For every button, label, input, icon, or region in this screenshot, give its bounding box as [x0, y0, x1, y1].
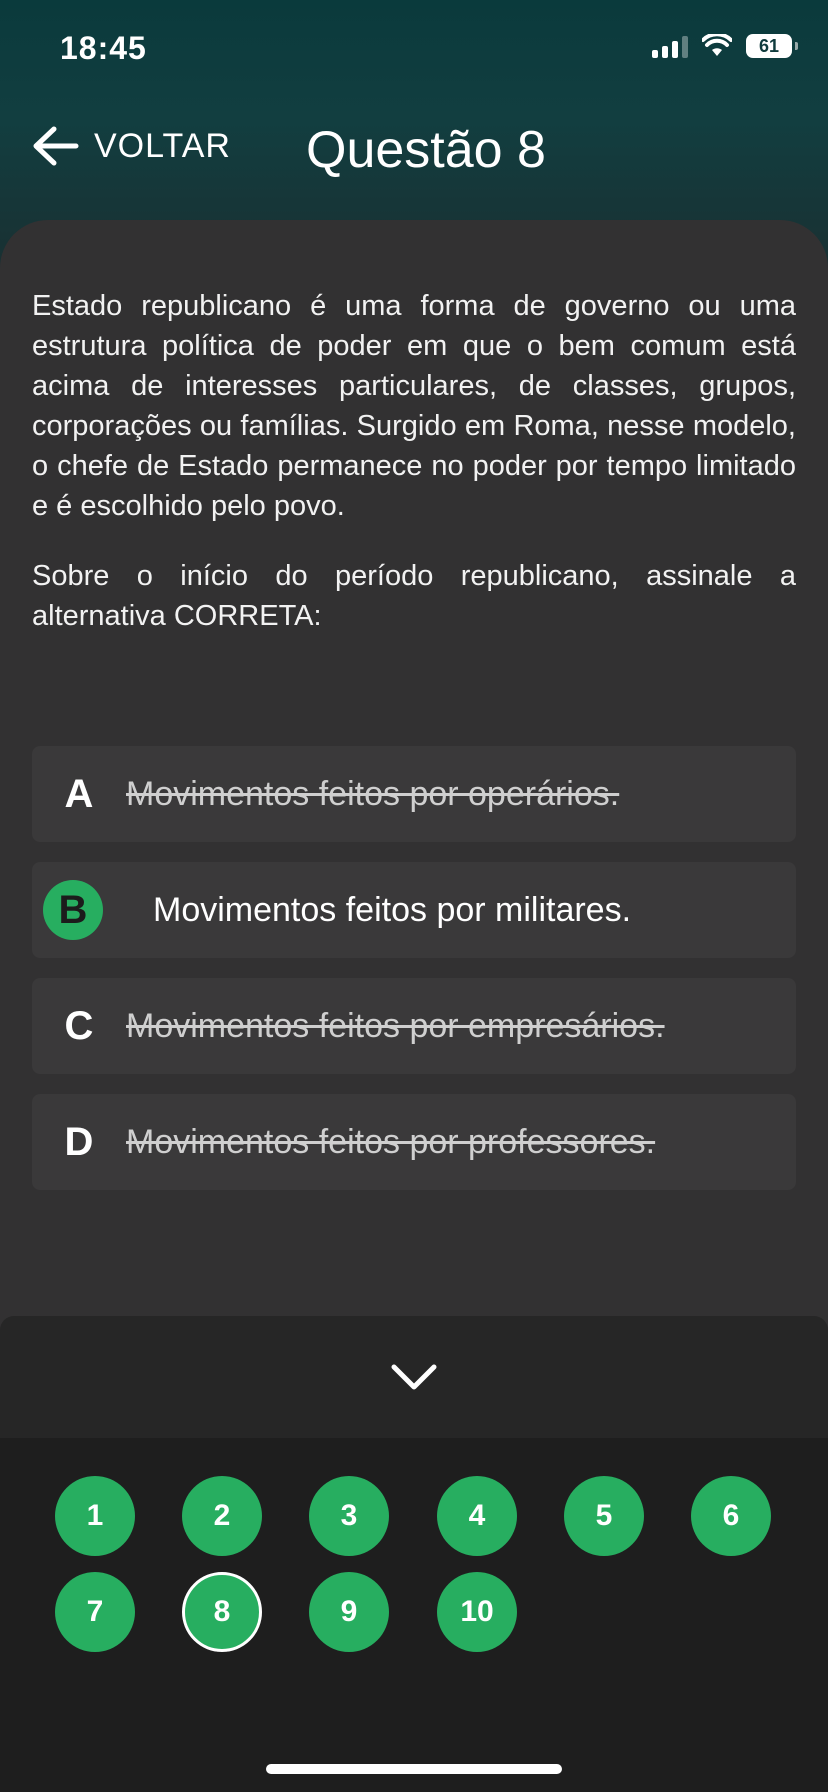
question-number-10[interactable]: 10: [437, 1572, 517, 1652]
option-a[interactable]: [32, 746, 796, 842]
option-letter-selected: B: [43, 880, 103, 940]
option-d[interactable]: [32, 1094, 796, 1190]
status-time: 18:45: [60, 30, 147, 66]
question-number-7[interactable]: 7: [55, 1572, 135, 1652]
option-letter: C: [64, 1003, 94, 1048]
question-number-9[interactable]: 9: [309, 1572, 389, 1652]
option-letter: A: [64, 771, 94, 816]
question-text: [32, 286, 796, 666]
chevron-down-icon: [390, 1362, 438, 1392]
question-number-5[interactable]: 5: [564, 1476, 644, 1556]
question-number-6[interactable]: 6: [691, 1476, 771, 1556]
back-label: VOLTAR: [94, 126, 231, 165]
question-number-8-current[interactable]: 8: [182, 1572, 262, 1652]
collapse-navigator-button[interactable]: [0, 1316, 828, 1438]
option-text: Movimentos feitos por empresários.: [126, 1006, 665, 1045]
arrow-left-icon: [30, 124, 80, 168]
question-number-1[interactable]: 1: [55, 1476, 135, 1556]
option-letter: D: [64, 1119, 94, 1164]
page-title: Questão 8: [306, 121, 546, 179]
option-text: Movimentos feitos por professores.: [126, 1122, 656, 1161]
option-b[interactable]: [32, 862, 796, 958]
home-indicator: [266, 1764, 562, 1774]
question-paragraph: Estado republicano é uma forma de governo ou uma estrutura política de poder em que o bem comum está acima de interesses particulares, de classes, grupos, corporações ou famílias. Surgido em Roma, nesse modelo, o chefe de Estado permanece no poder por tempo limitado e é escolhido pelo povo.: [32, 290, 796, 522]
signal-icon: [652, 34, 688, 58]
question-number-3[interactable]: 3: [309, 1476, 389, 1556]
status-icons: [652, 34, 792, 58]
question-number-2[interactable]: 2: [182, 1476, 262, 1556]
battery-icon: [746, 34, 792, 58]
question-number-4[interactable]: 4: [437, 1476, 517, 1556]
battery-level: 61: [758, 35, 780, 56]
option-text: Movimentos feitos por operários.: [126, 774, 620, 813]
question-navigator: [0, 1438, 828, 1792]
option-c[interactable]: [32, 978, 796, 1074]
question-prompt: Sobre o início do período republicano, assinale a alternativa CORRETA:: [32, 560, 796, 632]
wifi-icon: [702, 34, 732, 58]
back-button[interactable]: [30, 124, 231, 168]
option-text: Movimentos feitos por militares.: [153, 890, 632, 929]
